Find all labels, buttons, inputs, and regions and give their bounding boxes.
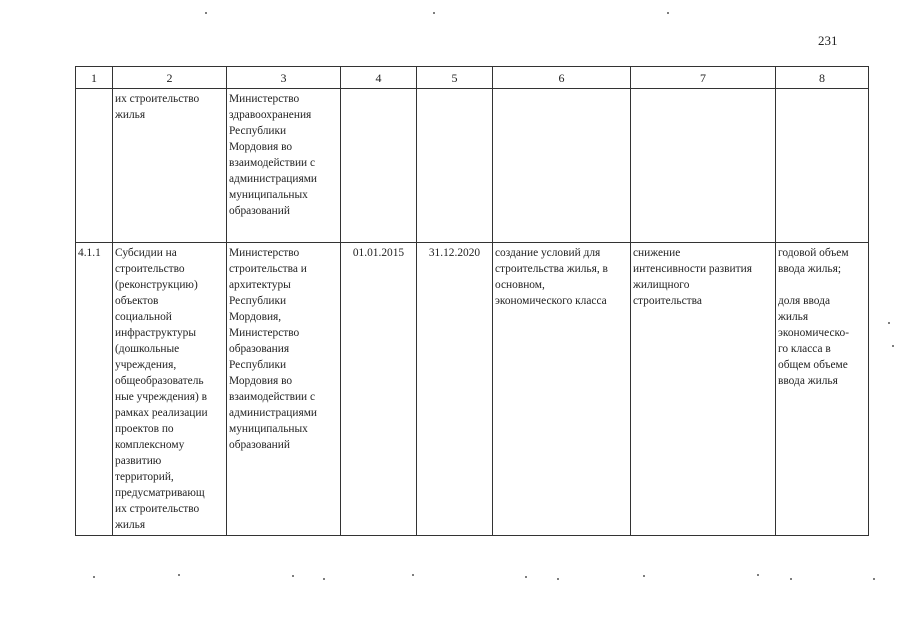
scan-speck (433, 12, 435, 14)
table-cell-number: 4.1.1 (76, 243, 113, 536)
table-cell-number (76, 89, 113, 243)
column-header-4: 4 (341, 67, 417, 89)
column-header-3: 3 (227, 67, 341, 89)
column-header-8: 8 (776, 67, 869, 89)
scan-speck (557, 578, 559, 580)
table-cell-start-date (341, 89, 417, 243)
table-cell-indicators (776, 89, 869, 243)
header-row (76, 67, 869, 89)
scan-speck (292, 575, 294, 577)
scan-speck (323, 578, 325, 580)
column-header-5: 5 (417, 67, 493, 89)
scan-speck (643, 575, 645, 577)
table-row (76, 89, 869, 243)
scan-speck (888, 322, 890, 324)
scan-speck (525, 576, 527, 578)
table-cell-expected-result (493, 89, 631, 243)
column-header-2: 2 (113, 67, 227, 89)
table-cell-expected-result: создание условий для строительства жилья, в основном, экономического класса (493, 243, 631, 536)
scan-speck (892, 345, 894, 347)
table-cell-executor: Министерство строительства и архитектуры Республики Мордовия, Министерство образования Республики Мордовия во взаимодействии с администрациями муниципальных образований (227, 243, 341, 536)
table-cell-indicators: годовой объем ввода жилья; доля ввода жилья экономическо- го класса в общем объеме ввода жилья (776, 243, 869, 536)
scan-speck (667, 12, 669, 14)
table-row (76, 243, 869, 536)
table-cell-consequences: снижение интенсивности развития жилищного строительства (631, 243, 776, 536)
column-header-6: 6 (493, 67, 631, 89)
column-header-7: 7 (631, 67, 776, 89)
table-cell-start-date: 01.01.2015 (341, 243, 417, 536)
scan-speck (412, 574, 414, 576)
scan-speck (757, 574, 759, 576)
scan-speck (178, 574, 180, 576)
scan-speck (790, 578, 792, 580)
table-cell-measure: Субсидии на строительство (реконструкцию) объектов социальной инфраструктуры (дошкольные учреждения, общеобразователь ные учреждения) в рамках реализации проектов по комплексному развитию территорий, предусматривающ их строительство жилья (113, 243, 227, 536)
scan-speck (205, 12, 207, 14)
table-cell-end-date: 31.12.2020 (417, 243, 493, 536)
scan-speck (873, 578, 875, 580)
document-table (75, 66, 869, 536)
table-cell-executor: Министерство здравоохранения Республики Мордовия во взаимодействии с администрациями муниципальных образований (227, 89, 341, 243)
table-cell-consequences (631, 89, 776, 243)
column-header-1: 1 (76, 67, 113, 89)
table-cell-measure: их строительство жилья (113, 89, 227, 243)
page-number: 231 (818, 33, 838, 48)
table-cell-end-date (417, 89, 493, 243)
scan-speck (93, 576, 95, 578)
